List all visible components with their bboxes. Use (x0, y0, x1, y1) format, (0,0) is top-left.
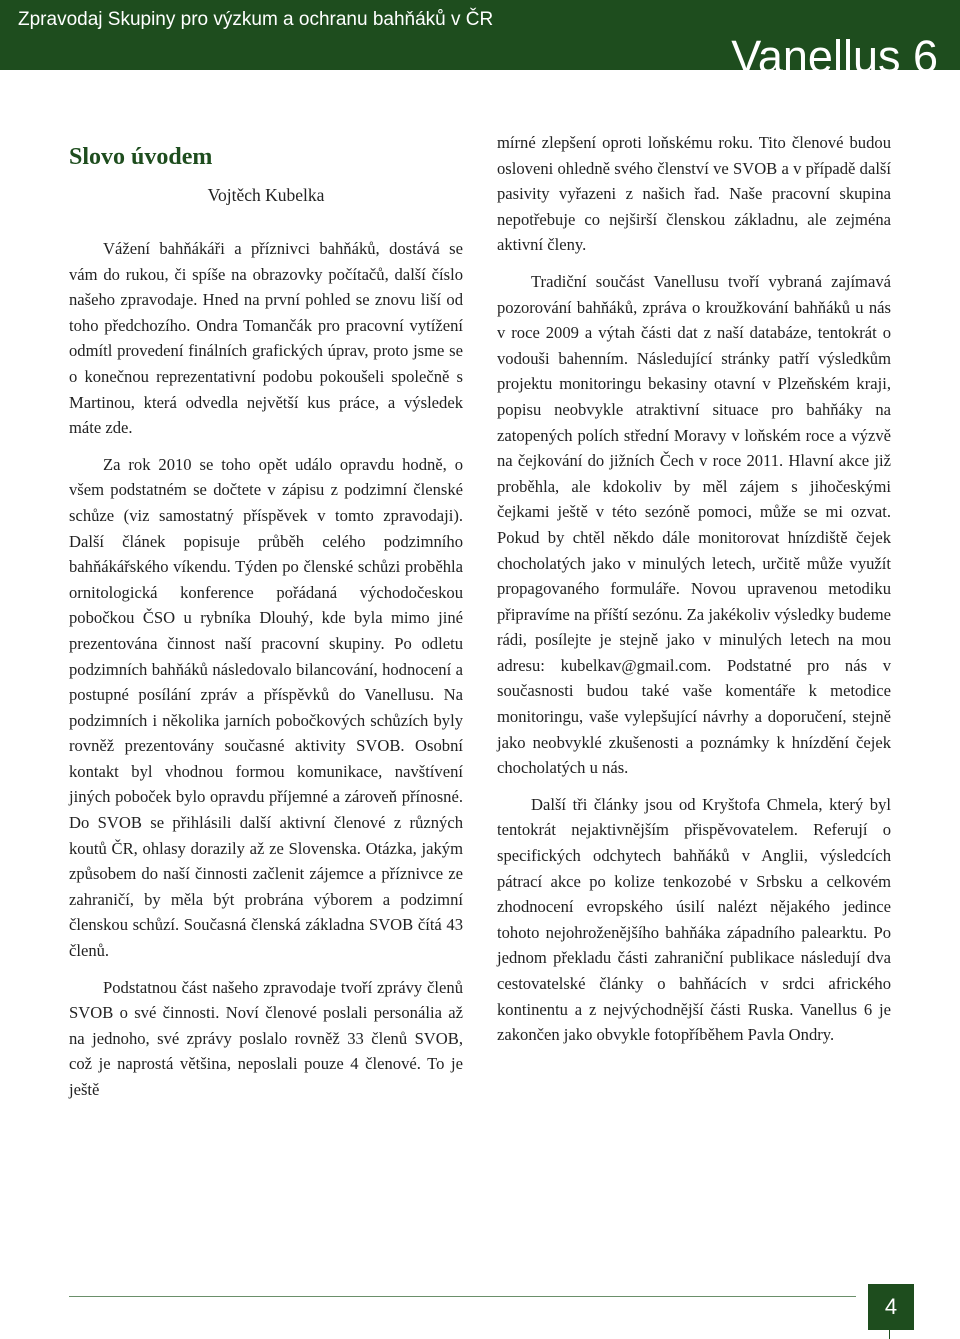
paragraph: mírné zlepšení oproti loňskému roku. Tito členové budou osloveni ohledně svého členství ve SVOB a v případě další pasivity vyřazeni z našich řad. Naše pracovní skupina nepotřebuje co nejširší členskou základnu, ale zejména aktivní členy. (497, 133, 891, 255)
paragraph: Podstatnou část našeho zpravodaje tvoří zprávy členů SVOB o své činnosti. Noví členové poslali personália až na jednoho, své zprávy poslalo rovněž 33 členů SVOB, což je naprostá většina, neposlali pouze 4 členové. To je ještě (69, 977, 463, 1099)
paragraph: Vážení bahňákáři a příznivci bahňáků, dostává se vám do rukou, či spíše na obrazovky počítačů, další číslo našeho zpravodaje. Hned na první pohled se znovu liší od toho předchozího. Ondra Tomančák pro pracovní vytížení odmítl provedení finálních grafických úprav, proto jsme se o konečnou reprezentativní podobu pokoušeli společně s Martinou, která odvedla největší kus práce, a výsledek máte zde. (69, 239, 463, 438)
right-column (497, 130, 891, 1059)
page-number-tick (889, 1330, 890, 1339)
header-bar (0, 0, 960, 82)
issue-brand: Vanellus 6 (731, 31, 938, 82)
newsletter-title: Zpravodaj Skupiny pro výzkum a ochranu bahňáků v ČR (18, 9, 494, 30)
paragraph: Za rok 2010 se toho opět událo opravdu hodně, o všem podstatném se dočtete v zápisu z podzimní členské schůze (viz samostatný příspěvek v tomto zpravodaji). Další článek popisuje průběh celého podzimního bahňákářského víkendu. Týden po členské schůzi proběhla ornitologická konference pořádaná východočeskou pobočkou ČSO u rybníka Dlouhý, kde byla mimo jiné prezentována činnost naší pracovní skupiny. Po odletu podzimních bahňáků následovalo bilancování, hodnocení a postupné posílání zpráv a příspěvků do Vanellusu. Na podzimních i několika jarních pobočkových schůzích byly rovněž prezentovány současné aktivity SVOB. Osobní kontakt byl vhodnou formou komunikace, navštívení jiných poboček bylo opravdu příjemné a zároveň přínosné. Do SVOB se přihlásili další aktivní členové z různých koutů ČR, ohlasy dorazily až ze Slovenska. Otázka, jakým způsobem do naší činnosti začlenit zájemce a příznivce ze zahraničí, by měla být probrána výborem a podzimní členskou schůzí. Současná členská základna SVOB čítá 43 členů. (69, 454, 463, 961)
footer-divider (69, 1296, 856, 1297)
paragraph: Tradiční součást Vanellusu tvoří vybraná zajímavá pozorování bahňáků, zpráva o kroužkování bahňáků u nás v roce 2009 a výtah části dat z naší databáze, tentokrát o vodouši bahenním. Následující stránky patří výsledkům projektu monitoringu bekasiny otavní v Plzeňském kraji, popisu neobvykle atraktivní situace pro bahňáky na zatopených polích střední Moravy v loňském roce a výzvě na čejkování do jižních Čech v roce 2011. Hlavní akce již proběhla, ale kdokoliv by měl zájem s jihočeskými čejkami ještě v této sezóně pomoci, může se mi ozvat. Pokud by chtěl někdo dále monitorovat hnízdiště čejek chocholatých jako v minulých letech, určitě může využít propagovaného formuláře. Novou upravenou metodiku připravíme na příští sezónu. Za jakékoliv výsledky budeme rádi, posílejte je stejně jako v minulých letech na mou adresu: kubelkav@gmail.com. Podstatné pro nás v současnosti budou také vaše komentáře k metodice monitoringu, vaše vylepšující návrhy a doporučení, stejně jako neobvyklé zkušenosti a poznámky k hnízdění čejek chocholatých u nás. (497, 271, 891, 778)
article-title: Slovo úvodem (69, 144, 213, 170)
paragraph: Další tři články jsou od Kryštofa Chmela, který byl tentokrát nejaktivnějším přispěvovatelem. Referují o specifických odchytech bahňáků v Anglii, výsledcích pátrací akce po kolize tenkozobé v Srbsku a celkovém zhodnocení evropského úsilí nalézt nějakého jedince tohoto nejohroženějšího bahňáka západního palearktu. Po jednom překladu části zahraniční publikace následují dva cestovatelské články o bahňácích v srdci afrického kontinentu a z nejvýchodnější části Ruska. Vanellus 6 je zakončen jako obvykle fotopříběhem Pavla Ondry. (497, 794, 891, 1045)
article-author: Vojtěch Kubelka (207, 185, 325, 205)
left-column (69, 140, 463, 1114)
page-number: 4 (868, 1284, 914, 1330)
